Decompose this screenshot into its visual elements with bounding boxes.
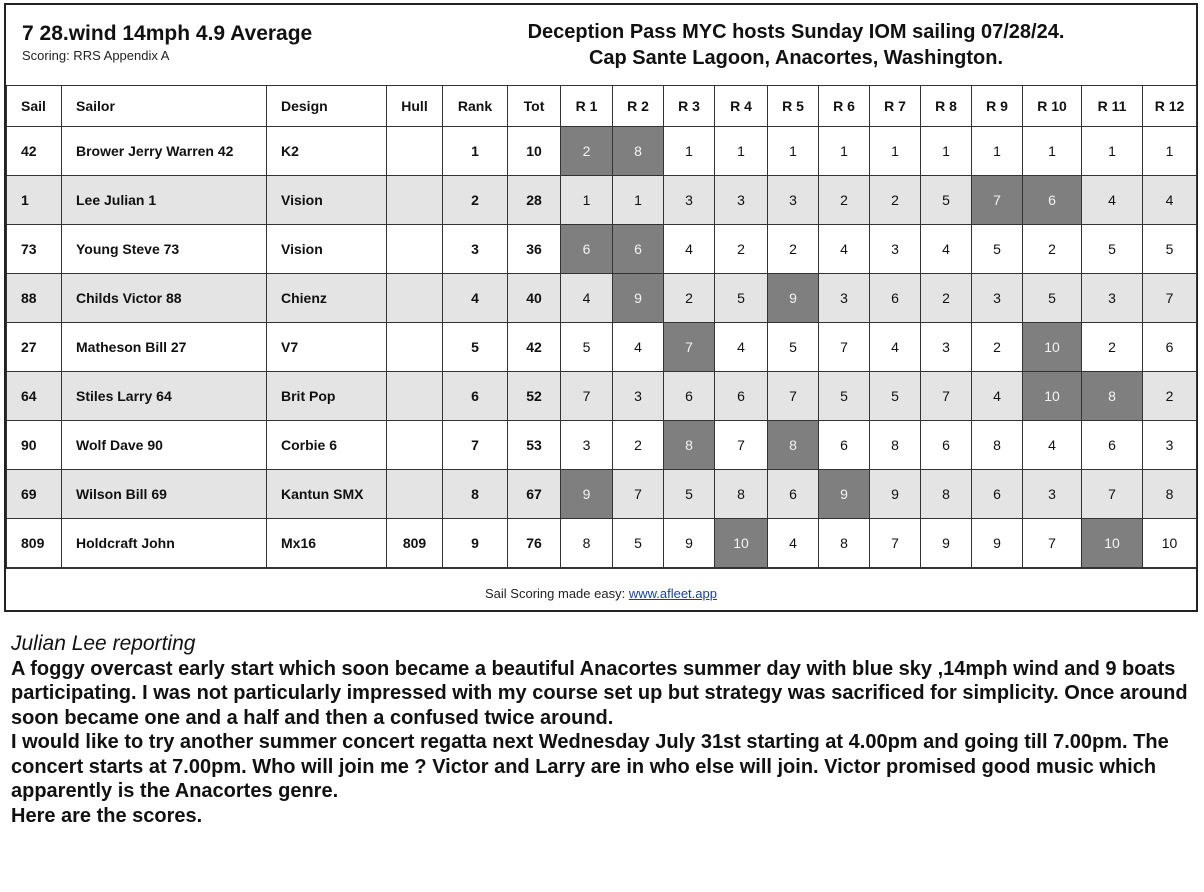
table-row (7, 127, 1197, 176)
cell-race-4: 4 (715, 323, 768, 372)
cell-race-6: 2 (819, 176, 870, 225)
cell-tot: 53 (508, 421, 561, 470)
cell-race-4: 6 (715, 372, 768, 421)
cell-race-8: 5 (921, 176, 972, 225)
cell-rank: 9 (443, 519, 508, 568)
cell-race-1: 7 (561, 372, 613, 421)
col-header-r10: R 10 (1023, 86, 1082, 127)
cell-rank: 3 (443, 225, 508, 274)
cell-race-11: 10 (1082, 519, 1143, 568)
cell-race-10: 7 (1023, 519, 1082, 568)
cell-design: Vision (267, 225, 387, 274)
cell-race-9: 3 (972, 274, 1023, 323)
col-header-sail: Sail (7, 86, 62, 127)
results-header (6, 5, 1196, 92)
table-row (7, 323, 1197, 372)
cell-race-4: 5 (715, 274, 768, 323)
cell-design: V7 (267, 323, 387, 372)
cell-race-4: 3 (715, 176, 768, 225)
cell-sail: 90 (7, 421, 62, 470)
cell-race-7: 8 (870, 421, 921, 470)
cell-race-4: 2 (715, 225, 768, 274)
cell-rank: 1 (443, 127, 508, 176)
cell-race-5: 3 (768, 176, 819, 225)
cell-race-6: 6 (819, 421, 870, 470)
col-header-tot: Tot (508, 86, 561, 127)
cell-race-11: 6 (1082, 421, 1143, 470)
cell-race-7: 7 (870, 519, 921, 568)
cell-race-12: 4 (1143, 176, 1197, 225)
cell-hull: 809 (387, 519, 443, 568)
table-row (7, 176, 1197, 225)
cell-race-11: 4 (1082, 176, 1143, 225)
race-report (11, 632, 1201, 828)
cell-race-2: 7 (613, 470, 664, 519)
cell-race-10: 4 (1023, 421, 1082, 470)
cell-sail: 88 (7, 274, 62, 323)
table-row (7, 421, 1197, 470)
cell-rank: 4 (443, 274, 508, 323)
cell-race-3: 5 (664, 470, 715, 519)
footer (6, 568, 1196, 611)
cell-race-3: 9 (664, 519, 715, 568)
col-header-hull: Hull (387, 86, 443, 127)
cell-race-8: 7 (921, 372, 972, 421)
cell-race-4: 10 (715, 519, 768, 568)
cell-race-10: 3 (1023, 470, 1082, 519)
cell-race-8: 2 (921, 274, 972, 323)
cell-race-9: 7 (972, 176, 1023, 225)
cell-race-6: 3 (819, 274, 870, 323)
cell-race-8: 6 (921, 421, 972, 470)
cell-hull (387, 470, 443, 519)
table-body (7, 127, 1197, 568)
cell-race-3: 1 (664, 127, 715, 176)
cell-race-5: 7 (768, 372, 819, 421)
cell-hull (387, 421, 443, 470)
report-paragraph-3: Here are the scores. (11, 804, 203, 827)
cell-race-6: 7 (819, 323, 870, 372)
cell-race-2: 2 (613, 421, 664, 470)
cell-sail: 69 (7, 470, 62, 519)
cell-race-12: 1 (1143, 127, 1197, 176)
cell-hull (387, 323, 443, 372)
cell-sail: 64 (7, 372, 62, 421)
col-header-r9: R 9 (972, 86, 1023, 127)
cell-tot: 36 (508, 225, 561, 274)
cell-race-7: 5 (870, 372, 921, 421)
table-row (7, 372, 1197, 421)
cell-race-5: 5 (768, 323, 819, 372)
cell-race-1: 6 (561, 225, 613, 274)
cell-design: Chienz (267, 274, 387, 323)
cell-race-6: 9 (819, 470, 870, 519)
cell-race-9: 6 (972, 470, 1023, 519)
cell-design: Vision (267, 176, 387, 225)
cell-race-5: 4 (768, 519, 819, 568)
results-table (6, 85, 1197, 568)
cell-sail: 42 (7, 127, 62, 176)
cell-design: Corbie 6 (267, 421, 387, 470)
cell-race-12: 7 (1143, 274, 1197, 323)
report-paragraph-2: I would like to try another summer concert regatta next Wednesday July 31st starting at 4.00pm and going till 7.00pm. The concert starts at 7.00pm. Who will join me ? Victor and Larry are in who else will join. Victor promised good music which apparently is the Anacortes genre. (11, 731, 1169, 802)
cell-race-7: 9 (870, 470, 921, 519)
table-row (7, 274, 1197, 323)
cell-race-6: 1 (819, 127, 870, 176)
table-row (7, 470, 1197, 519)
col-header-r2: R 2 (613, 86, 664, 127)
cell-race-1: 3 (561, 421, 613, 470)
cell-race-9: 4 (972, 372, 1023, 421)
cell-race-5: 8 (768, 421, 819, 470)
cell-race-12: 6 (1143, 323, 1197, 372)
cell-race-10: 5 (1023, 274, 1082, 323)
cell-race-10: 1 (1023, 127, 1082, 176)
cell-race-11: 1 (1082, 127, 1143, 176)
cell-race-8: 1 (921, 127, 972, 176)
cell-race-11: 2 (1082, 323, 1143, 372)
cell-hull (387, 274, 443, 323)
table-row (7, 519, 1197, 568)
cell-race-5: 1 (768, 127, 819, 176)
cell-tot: 67 (508, 470, 561, 519)
cell-race-3: 3 (664, 176, 715, 225)
cell-tot: 40 (508, 274, 561, 323)
cell-race-8: 4 (921, 225, 972, 274)
footer-text: Sail Scoring made easy: (485, 586, 629, 601)
cell-race-8: 8 (921, 470, 972, 519)
cell-race-3: 7 (664, 323, 715, 372)
cell-race-2: 1 (613, 176, 664, 225)
cell-race-12: 8 (1143, 470, 1197, 519)
cell-hull (387, 127, 443, 176)
cell-race-9: 8 (972, 421, 1023, 470)
cell-race-9: 2 (972, 323, 1023, 372)
cell-race-5: 9 (768, 274, 819, 323)
cell-race-1: 5 (561, 323, 613, 372)
reporter-line: Julian Lee reporting (11, 632, 196, 655)
cell-race-11: 8 (1082, 372, 1143, 421)
results-panel (4, 3, 1198, 612)
cell-design: K2 (267, 127, 387, 176)
cell-race-1: 8 (561, 519, 613, 568)
cell-design: Brit Pop (267, 372, 387, 421)
cell-race-12: 2 (1143, 372, 1197, 421)
col-header-design: Design (267, 86, 387, 127)
cell-race-5: 6 (768, 470, 819, 519)
cell-sailor: Childs Victor 88 (62, 274, 267, 323)
cell-race-3: 2 (664, 274, 715, 323)
results-title-block (22, 21, 312, 64)
cell-sailor: Stiles Larry 64 (62, 372, 267, 421)
event-line-1: Deception Pass MYC hosts Sunday IOM sailing 07/28/24. (527, 21, 1065, 43)
scoring-system: Scoring: RRS Appendix A (22, 48, 170, 63)
col-header-r8: R 8 (921, 86, 972, 127)
cell-race-11: 3 (1082, 274, 1143, 323)
col-header-r12: R 12 (1143, 86, 1197, 127)
cell-race-5: 2 (768, 225, 819, 274)
cell-race-8: 3 (921, 323, 972, 372)
cell-race-3: 8 (664, 421, 715, 470)
cell-race-12: 5 (1143, 225, 1197, 274)
cell-race-2: 3 (613, 372, 664, 421)
cell-race-2: 4 (613, 323, 664, 372)
cell-race-9: 5 (972, 225, 1023, 274)
cell-race-4: 1 (715, 127, 768, 176)
afleet-link[interactable]: www.afleet.app (628, 586, 717, 601)
cell-race-7: 6 (870, 274, 921, 323)
results-title: 7 28.wind 14mph 4.9 Average (22, 22, 313, 45)
col-header-r3: R 3 (664, 86, 715, 127)
cell-race-4: 8 (715, 470, 768, 519)
cell-sail: 73 (7, 225, 62, 274)
cell-sail: 809 (7, 519, 62, 568)
report-paragraph-1: A foggy overcast early start which soon became a beautiful Anacortes summer day with blue sky ,14mph wind and 9 boats participating. I was not particularly impressed with my course set up but strategy was sacrificed for simplicity. Once around soon became one and a half and then a confused twice around. (11, 657, 1188, 729)
cell-sailor: Matheson Bill 27 (62, 323, 267, 372)
cell-race-8: 9 (921, 519, 972, 568)
cell-tot: 10 (508, 127, 561, 176)
cell-sailor: Wilson Bill 69 (62, 470, 267, 519)
event-line-2: Cap Sante Lagoon, Anacortes, Washington. (588, 47, 1004, 69)
cell-race-7: 3 (870, 225, 921, 274)
cell-race-12: 3 (1143, 421, 1197, 470)
cell-design: Mx16 (267, 519, 387, 568)
col-header-r7: R 7 (870, 86, 921, 127)
cell-tot: 42 (508, 323, 561, 372)
cell-rank: 6 (443, 372, 508, 421)
cell-race-6: 5 (819, 372, 870, 421)
cell-race-2: 5 (613, 519, 664, 568)
cell-race-4: 7 (715, 421, 768, 470)
event-heading (426, 19, 1166, 71)
cell-race-7: 4 (870, 323, 921, 372)
cell-sailor: Holdcraft John (62, 519, 267, 568)
cell-race-7: 2 (870, 176, 921, 225)
cell-rank: 8 (443, 470, 508, 519)
cell-race-2: 6 (613, 225, 664, 274)
cell-race-2: 9 (613, 274, 664, 323)
cell-tot: 28 (508, 176, 561, 225)
cell-race-1: 2 (561, 127, 613, 176)
cell-hull (387, 372, 443, 421)
cell-rank: 2 (443, 176, 508, 225)
cell-hull (387, 176, 443, 225)
col-header-sailor: Sailor (62, 86, 267, 127)
cell-race-9: 9 (972, 519, 1023, 568)
cell-sailor: Young Steve 73 (62, 225, 267, 274)
cell-race-10: 6 (1023, 176, 1082, 225)
cell-race-10: 2 (1023, 225, 1082, 274)
cell-race-6: 8 (819, 519, 870, 568)
cell-race-2: 8 (613, 127, 664, 176)
cell-race-3: 6 (664, 372, 715, 421)
cell-rank: 7 (443, 421, 508, 470)
cell-sail: 1 (7, 176, 62, 225)
cell-race-10: 10 (1023, 372, 1082, 421)
col-header-r5: R 5 (768, 86, 819, 127)
col-header-r6: R 6 (819, 86, 870, 127)
col-header-r4: R 4 (715, 86, 768, 127)
cell-design: Kantun SMX (267, 470, 387, 519)
cell-hull (387, 225, 443, 274)
cell-sailor: Wolf Dave 90 (62, 421, 267, 470)
cell-race-7: 1 (870, 127, 921, 176)
cell-race-6: 4 (819, 225, 870, 274)
col-header-rank: Rank (443, 86, 508, 127)
cell-tot: 76 (508, 519, 561, 568)
col-header-r1: R 1 (561, 86, 613, 127)
cell-race-11: 5 (1082, 225, 1143, 274)
cell-race-1: 9 (561, 470, 613, 519)
table-row (7, 225, 1197, 274)
table-header-row (7, 86, 1197, 127)
cell-tot: 52 (508, 372, 561, 421)
cell-sail: 27 (7, 323, 62, 372)
cell-race-1: 4 (561, 274, 613, 323)
cell-race-10: 10 (1023, 323, 1082, 372)
cell-sailor: Lee Julian 1 (62, 176, 267, 225)
cell-race-11: 7 (1082, 470, 1143, 519)
cell-race-1: 1 (561, 176, 613, 225)
cell-race-12: 10 (1143, 519, 1197, 568)
cell-sailor: Brower Jerry Warren 42 (62, 127, 267, 176)
cell-race-3: 4 (664, 225, 715, 274)
col-header-r11: R 11 (1082, 86, 1143, 127)
cell-rank: 5 (443, 323, 508, 372)
cell-race-9: 1 (972, 127, 1023, 176)
